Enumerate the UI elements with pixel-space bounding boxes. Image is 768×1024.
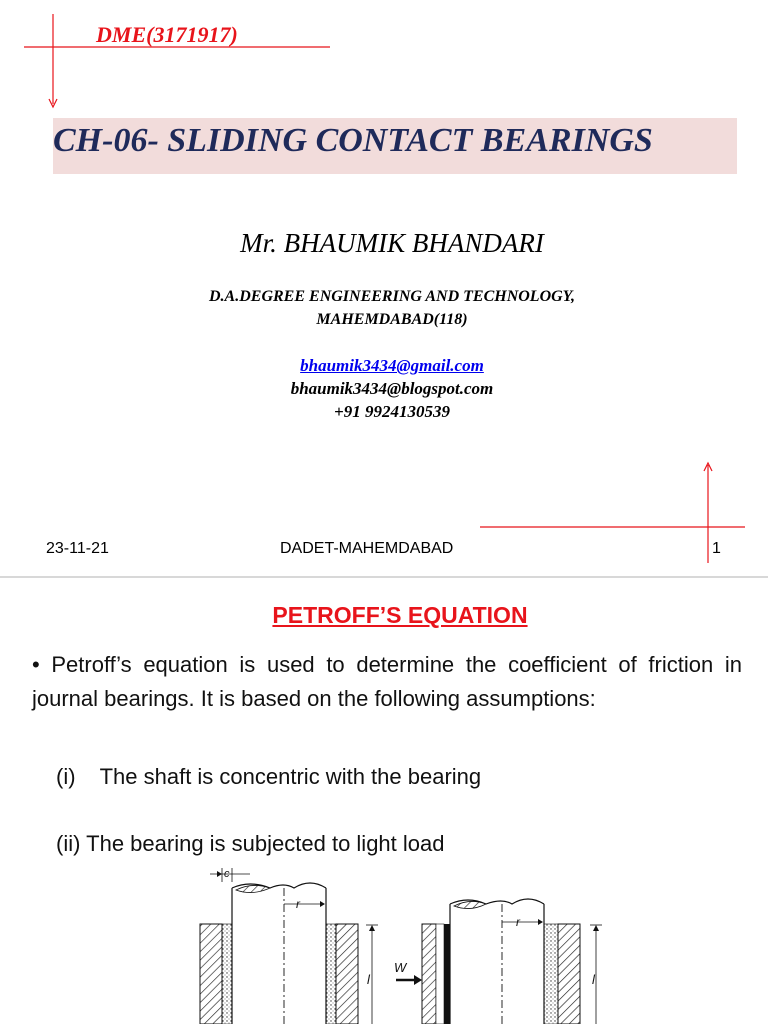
footer-center: DADET-MAHEMDABAD bbox=[280, 540, 454, 557]
figure-label-l-left: l bbox=[367, 972, 370, 987]
slide-title: CH-06- SLIDING CONTACT BEARINGS bbox=[53, 122, 653, 159]
assumption-1: (i) The shaft is concentric with the bearing bbox=[56, 764, 482, 789]
blog-address: bhaumik3434@blogspot.com bbox=[290, 379, 494, 398]
email-link[interactable]: bhaumik3434@gmail.com bbox=[300, 356, 484, 375]
footer-page: 1 bbox=[712, 540, 721, 557]
footer-date: 23-11-21 bbox=[46, 540, 109, 557]
figure-label-w: W bbox=[394, 960, 407, 975]
course-code: DME(3171917) bbox=[96, 22, 238, 47]
slide-2 bbox=[0, 578, 768, 1024]
section-title: PETROFF’S EQUATION bbox=[272, 602, 528, 628]
author-name: Mr. BHAUMIK BHANDARI bbox=[240, 228, 544, 258]
institute-line-1: D.A.DEGREE ENGINEERING AND TECHNOLOGY, bbox=[209, 288, 575, 305]
assumption-2: (ii) The bearing is subjected to light load bbox=[56, 831, 445, 856]
figure-label-r-left: r bbox=[296, 897, 300, 911]
figure-label-r-right: r bbox=[516, 915, 520, 929]
journal-bearing-figure bbox=[190, 868, 620, 1024]
figure-label-l-right: l bbox=[592, 972, 595, 987]
phone-number: +91 9924130539 bbox=[334, 402, 450, 421]
institute-line-2: MAHEMDABAD(118) bbox=[316, 311, 468, 328]
figure-label-c: c bbox=[224, 868, 230, 880]
intro-paragraph: • Petroff’s equation is used to determine the coefficient of friction in journal bearings. It is based on the following assumptions: bbox=[32, 652, 742, 711]
corner-cross-decoration bbox=[0, 0, 340, 115]
